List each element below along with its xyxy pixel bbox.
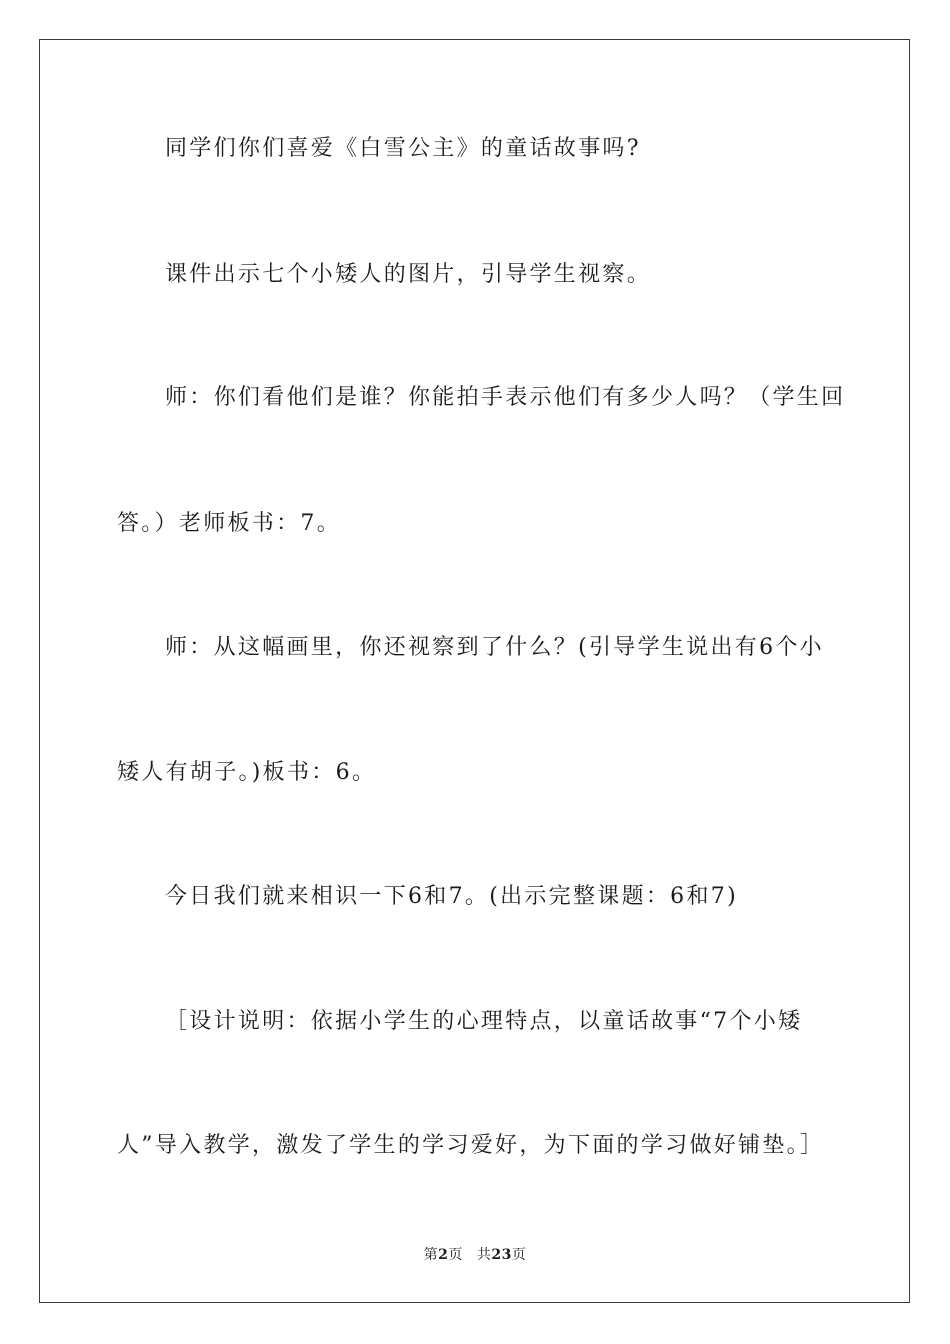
footer-page-total: 23 <box>491 1247 512 1263</box>
paragraph-line-7: 今日我们就来相识一下6和7。(出示完整课题：6和7) <box>165 884 738 909</box>
paragraph-line-6: 矮人有胡子。)板书：6。 <box>117 760 377 785</box>
paragraph-line-9: 人”导入教学，激发了学生的学习爱好，为下面的学习做好铺垫。］ <box>117 1133 825 1158</box>
page-frame <box>39 39 910 1303</box>
footer-total-prefix: 共 <box>476 1247 492 1263</box>
paragraph-line-4: 答。）老师板书：7。 <box>117 511 341 536</box>
page-footer <box>0 1246 950 1264</box>
paragraph-line-3: 师：你们看他们是谁？你能拍手表示他们有多少人吗？（学生回 <box>165 385 846 410</box>
paragraph-line-8: ［设计说明：依据小学生的心理特点，以童话故事“7个小矮 <box>165 1009 803 1034</box>
paragraph-line-5: 师：从这幅画里，你还视察到了什么？(引导学生说出有6个小 <box>165 635 824 660</box>
paragraph-line-1: 同学们你们喜爱《白雪公主》的童话故事吗? <box>165 136 641 161</box>
footer-page-suffix: 页 <box>448 1247 463 1263</box>
footer-total-suffix: 页 <box>511 1247 527 1263</box>
paragraph-line-2: 课件出示七个小矮人的图片，引导学生视察。 <box>165 262 652 287</box>
footer-page-prefix: 第 <box>423 1247 439 1263</box>
footer-page-current: 2 <box>438 1247 449 1263</box>
